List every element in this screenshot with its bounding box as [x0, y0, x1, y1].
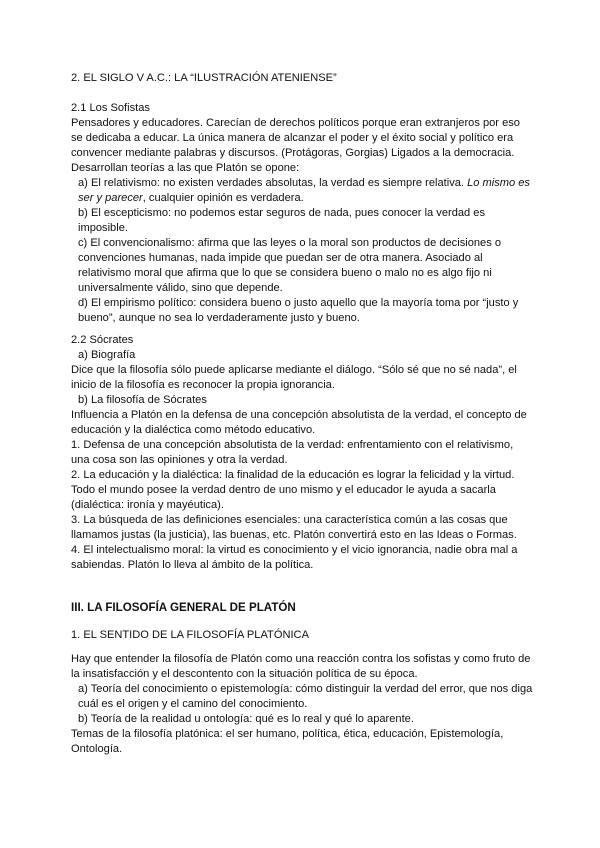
paragraph: Pensadores y educadores. Carecían de derechos políticos porque eran extranjeros por eso se dedicaba a educar. La única manera de alcanzar el poder y el éxito social y político era convencer mediante palabras y discursos. (Protágoras, Gorgias) Ligados a la democracia. Desarrollan teorías a las que Platón se opone:: [71, 117, 520, 174]
numbered-item: 4. El intelectualismo moral: la virtud es conocimiento y el vicio ignorancia, nadie obra mal a sabiendas. Platón lo lleva al ámbito de la política.: [71, 544, 518, 571]
section-heading: [71, 628, 533, 643]
section-socrates: [71, 333, 533, 573]
chapter-heading: [71, 600, 533, 615]
subsection-title: 2.1 Los Sofistas: [71, 102, 150, 114]
heading-sentido: 1. EL SENTIDO DE LA FILOSOFÍA PLATÓNICA: [71, 629, 309, 641]
numbered-item: 1. Defensa de una concepción absolutista de la verdad: enfrentamiento con el relativismo, una cosa son las opiniones y otra la verdad.: [71, 439, 514, 466]
list-item: [71, 176, 533, 206]
item-text: a) El relativismo: no existen verdades absolutas, la verdad es siempre relativa.: [78, 177, 468, 189]
paragraph: Influencia a Platón en la defensa de una concepción absolutista de la verdad, el concepto de educación y la dialéctica como método educativo.: [71, 409, 527, 436]
item-text: , cualquier opinión es verdadera.: [142, 192, 304, 204]
paragraph: Temas de la filosofía platónica: el ser humano, política, ética, educación, Epistemología, Ontología.: [71, 728, 504, 755]
paragraph: Dice que la filosofía sólo puede aplicarse mediante el diálogo. “Sólo sé que no sé nada”, el inicio de la filosofía es reconocer la propia ignorancia.: [71, 364, 517, 391]
list-item: a) Teoría del conocimiento o epistemología: cómo distinguir la verdad del error, que nos diga cuál es el origen y el camino del conocimiento.: [78, 683, 533, 710]
list-item: c) El convencionalismo: afirma que las leyes o la moral son productos de decisiones o convenciones humanas, nada impide que puedan ser de otra manera. Asociado al relativismo moral que afirma que lo que se considera bueno o malo no es algo fijo ni universalmente válido, sino que depende.: [78, 237, 502, 294]
subsection-title: 2.2 Sócrates: [71, 334, 134, 346]
numbered-item: 2. La educación y la dialéctica: la finalidad de la educación es lograr la felicidad y la virtud. Todo el mundo posee la verdad dentro de uno mismo y el educador le ayuda a sacarla (dialéctica: ironía y mayéutica).: [71, 469, 515, 511]
paragraph: Hay que entender la filosofía de Platón como una reacción contra los sofistas y como fruto de la insatisfacción y el descontento con la situación política de su época.: [71, 653, 531, 680]
subheading: b) La filosofía de Sócrates: [78, 394, 207, 406]
numbered-item: 3. La búsqueda de las definiciones esenciales: una característica común a las cosas que llamamos justas (la justicia), las buenas, etc. Platón convertirá esto en las Ideas o Formas.: [71, 514, 517, 541]
subheading: a) Biografía: [78, 349, 136, 361]
section-sofistas: [71, 101, 533, 326]
section-sentido: [71, 652, 533, 757]
heading-ilustracion: 2. EL SIGLO V A.C.: LA “ILUSTRACIÓN ATENIENSE”: [71, 72, 337, 84]
section-heading: [71, 71, 533, 86]
quote: Lo mismo es ser y parecer: [78, 177, 530, 204]
heading-filosofia-platon: III. LA FILOSOFÍA GENERAL DE PLATÓN: [71, 601, 296, 614]
list-item: b) El escepticismo: no podemos estar seguros de nada, pues conocer la verdad es imposible.: [78, 207, 486, 234]
list-item: b) Teoría de la realidad u ontología: qué es lo real y qué lo aparente.: [78, 713, 414, 725]
list-item: d) El empirismo político: considera bueno o justo aquello que la mayoría toma por “justo y bueno”, aunque no sea lo verdaderamente justo y bueno.: [78, 297, 519, 324]
